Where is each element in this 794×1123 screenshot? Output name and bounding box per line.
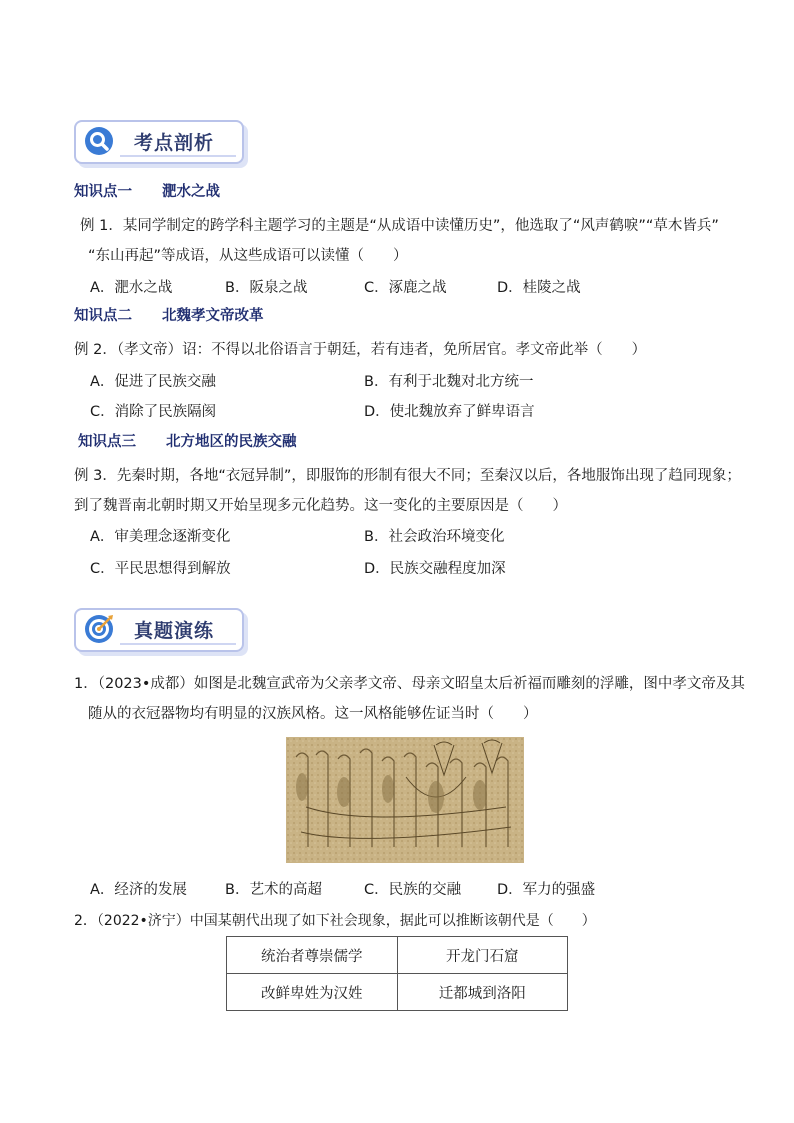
example-1-option-c: C．涿鹿之战 <box>364 280 447 296</box>
table-row <box>227 974 568 1011</box>
table-row <box>227 937 568 974</box>
example-1-line-2: “东山再起”等成语，从这些成语可以读懂（ ） <box>88 248 408 264</box>
knowledge-point-2 <box>74 304 264 325</box>
target-icon <box>84 614 114 644</box>
table-cell: 统治者尊崇儒学 <box>227 937 398 974</box>
relief-image <box>286 737 524 863</box>
knowledge-point-name: 北方地区的民族交融 <box>166 434 297 450</box>
section-title: 真题演练 <box>134 620 215 642</box>
table-cell: 改鲜卑姓为汉姓 <box>227 974 398 1011</box>
knowledge-point-name: 北魏孝文帝改革 <box>162 308 264 324</box>
question-2-line-1: 2．（2022•济宁）中国某朝代出现了如下社会现象，据此可以推断该朝代是（ ） <box>74 913 596 929</box>
example-2-line-1: 例 2．（孝文帝）诏：不得以北俗语言于朝廷，若有违者，免所居官。孝文帝此举（ ） <box>74 342 647 358</box>
knowledge-point-1 <box>74 180 220 201</box>
example-1-option-b: B．阪泉之战 <box>225 280 308 296</box>
example-1-line-1: 例 1．某同学制定的跨学科主题学习的主题是“从成语中读懂历史”，他选取了“风声鹤唳”“草木皆兵” <box>80 218 719 234</box>
section-header-practice <box>72 606 248 654</box>
knowledge-point-3 <box>78 430 297 451</box>
question-1-line-2: 随从的衣冠器物均有明显的汉族风格。这一风格能够佐证当时（ ） <box>88 706 538 722</box>
question-1-option-b: B．艺术的高超 <box>225 882 322 898</box>
table-cell: 开龙门石窟 <box>397 937 568 974</box>
knowledge-point-label: 知识点二 <box>74 308 132 324</box>
section-header-analysis <box>72 118 248 166</box>
section-title: 考点剖析 <box>134 132 215 154</box>
example-3-option-d: D．民族交融程度加深 <box>364 561 506 577</box>
magnifier-icon <box>84 126 114 156</box>
example-2-option-a: A．促进了民族交融 <box>90 374 216 390</box>
question-1-line-1: 1．（2023•成都）如图是北魏宣武帝为父亲孝文帝、母亲文昭皇太后祈福而雕刻的浮雕，图中孝文帝及其 <box>74 676 745 692</box>
knowledge-point-label: 知识点一 <box>74 184 132 200</box>
example-2-option-c: C．消除了民族隔阂 <box>90 404 217 420</box>
example-3-line-2: 到了魏晋南北朝时期又开始呈现多元化趋势。这一变化的主要原因是（ ） <box>74 498 567 514</box>
table-cell: 迁都城到洛阳 <box>397 974 568 1011</box>
example-1-option-a: A．淝水之战 <box>90 280 173 296</box>
example-3-option-b: B．社会政治环境变化 <box>364 529 505 545</box>
example-1-option-d: D．桂陵之战 <box>497 280 581 296</box>
question-1-option-c: C．民族的交融 <box>364 882 462 898</box>
question-1-option-a: A．经济的发展 <box>90 882 187 898</box>
example-2-option-d: D．使北魏放弃了鲜卑语言 <box>364 404 535 420</box>
knowledge-point-label: 知识点三 <box>78 434 136 450</box>
question-1-option-d: D．军力的强盛 <box>497 882 596 898</box>
example-2-option-b: B．有利于北魏对北方统一 <box>364 374 534 390</box>
example-3-option-a: A．审美理念逐渐变化 <box>90 529 231 545</box>
phenomena-table <box>226 936 568 1011</box>
example-3-line-1: 例 3．先秦时期，各地“衣冠异制”，即服饰的形制有很大不同；至秦汉以后，各地服饰出现了趋同现象； <box>74 468 741 484</box>
knowledge-point-name: 淝水之战 <box>162 184 220 200</box>
example-3-option-c: C．平民思想得到解放 <box>90 561 231 577</box>
